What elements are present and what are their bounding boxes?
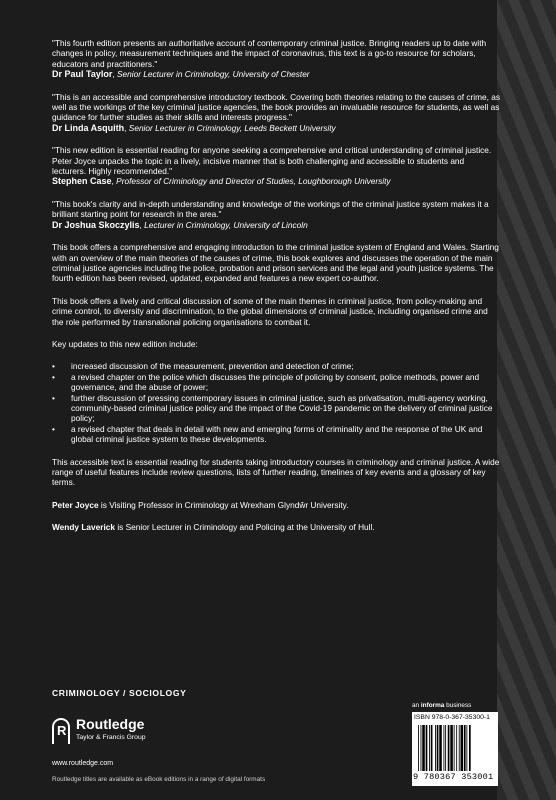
- review-quote: [52, 38, 500, 80]
- publisher-logo: [52, 716, 192, 756]
- list-item: • further discussion of pressing contemporary issues in criminal justice, such as privatisation, multi-agency working, community-based criminal justice policy and the impact of the Covid-19 pandemic on the delivery of criminal justice policy;: [52, 393, 500, 424]
- quote-text: "This book's clarity and in-depth understanding and knowledge of the workings of the criminal justice system makes it a brilliant starting point for research in the area.": [52, 198, 489, 220]
- author-name: Wendy Laverick: [52, 522, 116, 533]
- review-quote: [52, 199, 500, 230]
- back-cover-text: [52, 38, 500, 545]
- publisher-group: Taylor & Francis Group: [76, 734, 146, 741]
- quote-attribution: Stephen Case, Professor of Criminology and Director of Studies, Loughborough University: [52, 176, 391, 187]
- barcode-bar: [466, 725, 467, 771]
- reviewer-role: Senior Lecturer in Criminology, Leeds Beckett University: [128, 122, 336, 133]
- barcode-bar: [448, 725, 450, 771]
- barcode-bar: [418, 725, 419, 771]
- ebook-note: Routledge titles are available as eBook editions in a range of digital formats: [52, 776, 266, 783]
- reviewer-role: Lecturer in Criminology, University of Lincoln: [144, 219, 308, 230]
- author-bio: [52, 500, 500, 510]
- publisher-url: www.routledge.com: [52, 760, 114, 767]
- reviewer-name: Dr Joshua Skoczylis: [52, 219, 140, 230]
- routledge-logo-icon: [52, 718, 70, 744]
- barcode-bar: [439, 725, 442, 771]
- informa-prefix: an: [412, 702, 420, 709]
- author-description: is Senior Lecturer in Criminology and Policing at the University of Hull.: [117, 522, 375, 533]
- informa-tagline: [412, 702, 471, 709]
- subject-category: CRIMINOLOGY / SOCIOLOGY: [52, 688, 187, 698]
- quote-attribution: Dr Joshua Skoczylis, Lecturer in Criminology, University of Lincoln: [52, 219, 308, 230]
- description-paragraph: This accessible text is essential reading for students taking introductory courses in criminology and criminal justice. A wide range of useful features include review questions, lists of further reading, timelines of key events and a glossary of key terms.: [52, 456, 500, 488]
- quote-text: "This is an accessible and comprehensive introductory textbook. Covering both theories relating to the causes of crime, as well as the workings of the key criminal justice agencies, the book provides an invaluable resource for students, as well as guidance for further studies as their skills and interests progress.": [52, 91, 500, 123]
- barcode-bar: [426, 725, 428, 771]
- review-quote: [52, 145, 500, 187]
- barcode-bar: [469, 725, 471, 771]
- review-quote: [52, 92, 500, 134]
- reviewer-name: Stephen Case: [52, 176, 112, 187]
- key-updates-list: [52, 361, 500, 444]
- logo-letter: R: [57, 723, 67, 738]
- description-paragraph: This book offers a lively and critical discussion of some of the main themes in criminal justice, from policy-making and crime control, to diversity and discrimination, to the global dimensions of criminal justice, including organised crime and the role performed by transnational policing organisations to combat it.: [52, 295, 488, 327]
- informa-suffix: business: [446, 702, 472, 709]
- isbn-label: ISBN 978-0-367-35300-1: [414, 714, 490, 721]
- barcode-bar: [444, 725, 445, 771]
- barcode-bar: [450, 725, 453, 771]
- list-item: • a revised chapter on the police which discusses the principle of policing by consent, police methods, power and governance, and the abuse of power;: [52, 372, 500, 393]
- publisher-name: Routledge: [76, 716, 145, 732]
- barcode-bar: [431, 725, 433, 771]
- barcode-bar: [464, 725, 466, 771]
- quote-attribution: Dr Paul Taylor, Senior Lecturer in Criminology, University of Chester: [52, 69, 310, 80]
- reviewer-role: Professor of Criminology and Director of Studies, Loughborough University: [116, 176, 391, 187]
- quote-attribution: Dr Linda Asquith, Senior Lecturer in Criminology, Leeds Beckett University: [52, 122, 336, 133]
- isbn-barcode: [412, 712, 498, 786]
- informa-brand: informa: [420, 702, 445, 709]
- barcode-bar: [459, 725, 460, 771]
- barcode-bar: [421, 725, 422, 771]
- barcode-bar: [435, 725, 436, 771]
- decorative-stripe: [497, 0, 556, 800]
- reviewer-name: Dr Paul Taylor: [52, 69, 113, 80]
- quote-text: "This fourth edition presents an authoritative account of contemporary criminal justice. Bringing readers up to date with changes in policy, measurement techniques and the impact of coronavirus, this text is a go-to resource for scholars, educators and practitioners.": [52, 38, 487, 69]
- description-paragraph: This book offers a comprehensive and engaging introduction to the criminal justice system of England and Wales. Starting with an overview of the main theories of the causes of crime, this book explores and discusses the operation of the main criminal justice agencies including the police, probation and prison services and the legal and youth justice systems. The fourth edition has been revised, updated, expanded and features a new expert co-author.: [52, 242, 499, 284]
- barcode-bar: [456, 725, 457, 771]
- barcode-bar: [422, 725, 425, 771]
- barcode-bar: [454, 725, 455, 771]
- author-description: is Visiting Professor in Criminology at Wrexham Glyndŵr University.: [100, 499, 349, 510]
- barcode-bar: [445, 725, 446, 771]
- reviewer-role: Senior Lecturer in Criminology, University of Chester: [116, 69, 310, 80]
- barcode-digits: 9 780367 353001: [413, 772, 494, 782]
- author-bio: [52, 522, 500, 532]
- barcode-bar: [437, 725, 439, 771]
- barcode-icon: [418, 725, 494, 771]
- barcode-bar: [429, 725, 430, 771]
- reviewer-name: Dr Linda Asquith: [52, 122, 125, 133]
- barcode-bar: [461, 725, 464, 771]
- author-name: Peter Joyce: [52, 499, 99, 510]
- list-item: • a revised chapter that deals in detail with new and emerging forms of criminality and the response of the UK and global criminal justice system to these developments.: [52, 424, 500, 445]
- quote-text: "This new edition is essential reading for anyone seeking a comprehensive and critical understanding of criminal justice. Peter Joyce unpacks the topic in a lively, incisive manner that is both challenging and accessible to students and lecturers. Highly recommended.": [52, 145, 492, 177]
- key-updates-intro: Key updates to this new edition include:: [52, 338, 198, 349]
- list-item: • increased discussion of the measurement, prevention and detection of crime;: [52, 361, 500, 371]
